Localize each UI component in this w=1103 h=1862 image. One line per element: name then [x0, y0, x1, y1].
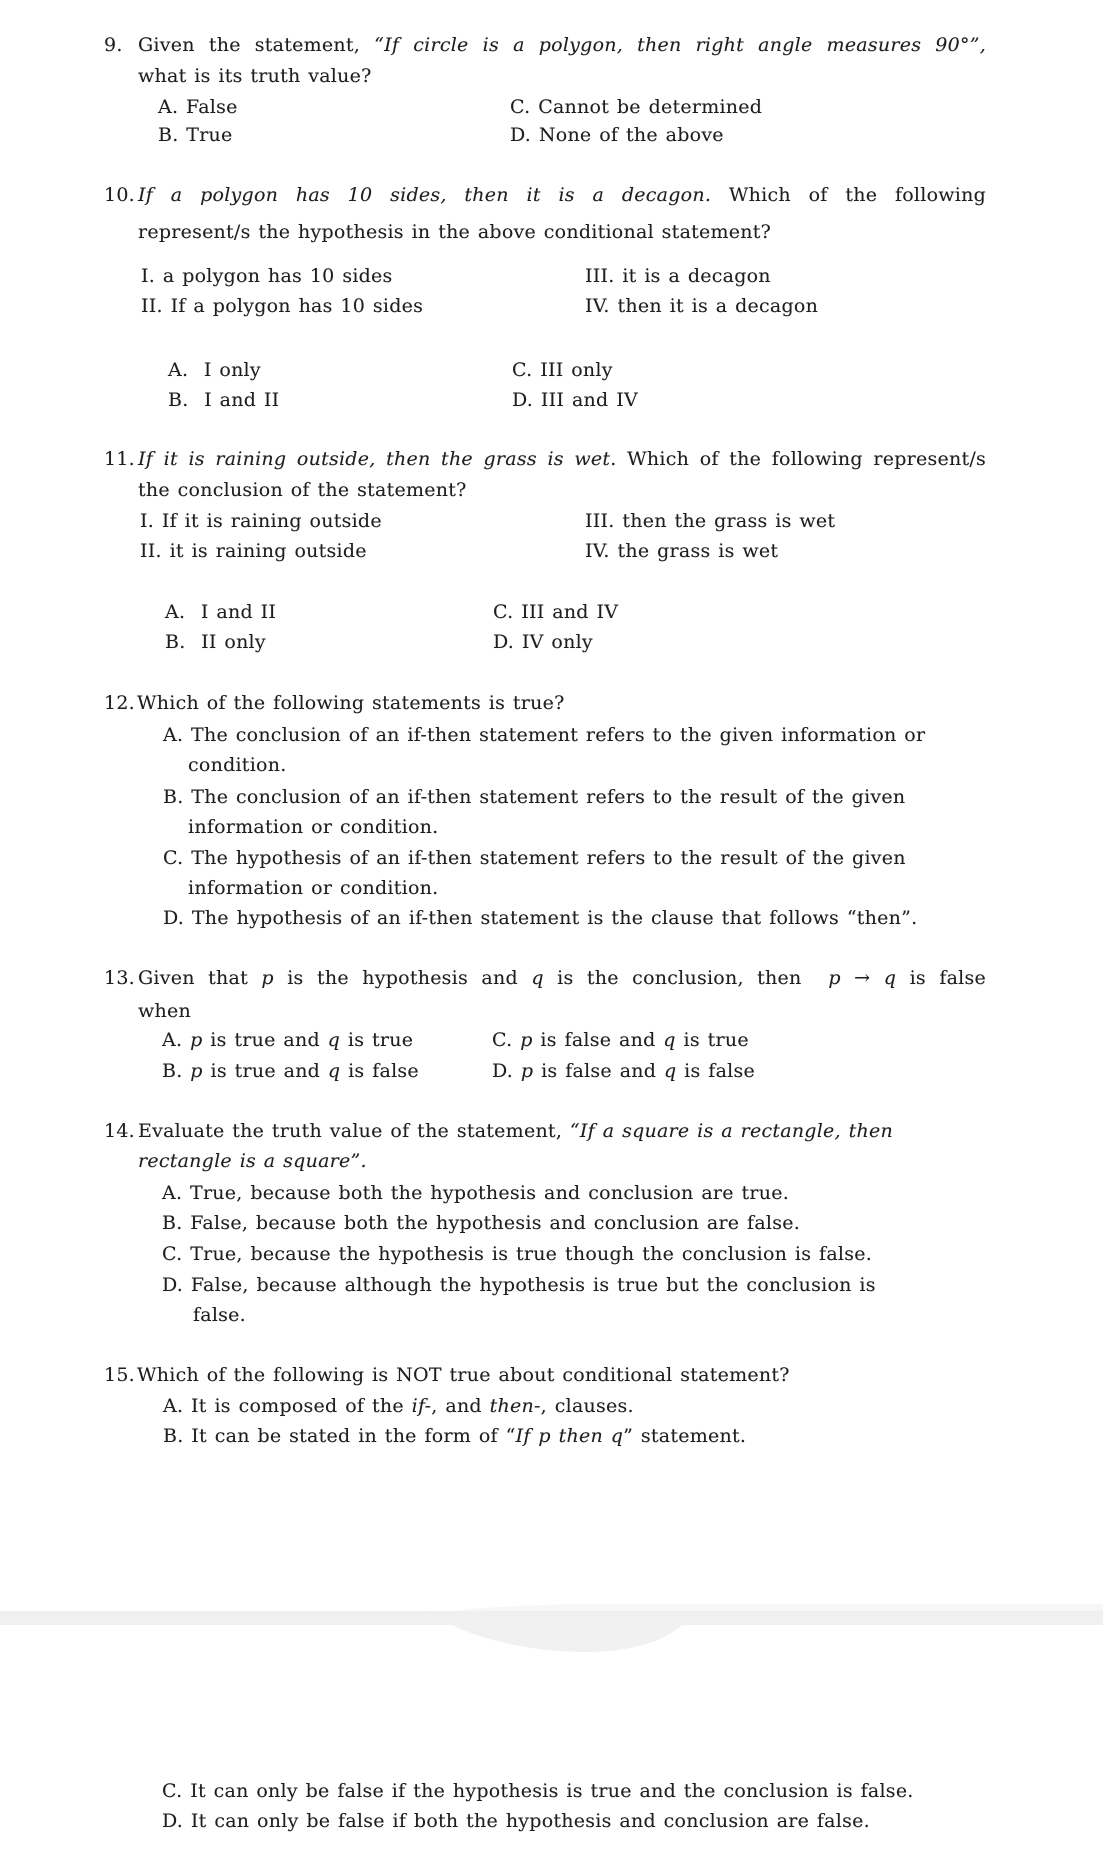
q9-statement: “If circle is a polygon, then right angle measures 90°”, — [374, 34, 986, 56]
q15-a-then: then- — [489, 1395, 541, 1417]
q13-option-b — [162, 1058, 419, 1084]
q9-line1 — [138, 32, 986, 58]
q15-b-text2: ” statement. — [623, 1425, 747, 1447]
q9-option-a: A. False — [158, 96, 238, 118]
q14-line1 — [138, 1118, 893, 1144]
q12-option-d: D. The hypothesis of an if-then statement is the clause that follows “then”. — [163, 907, 918, 929]
q14-option-d-line2: false. — [193, 1304, 246, 1326]
page-break-shadow — [0, 1596, 1103, 1660]
q13-c-letter: C. — [492, 1029, 521, 1051]
q10-line2: represent/s the hypothesis in the above conditional statement? — [138, 221, 772, 243]
q9-option-c: C. Cannot be determined — [510, 96, 763, 118]
q15-b-form: If p then q — [515, 1425, 624, 1447]
q14-number: 14. — [104, 1120, 135, 1142]
q13-option-d — [492, 1058, 755, 1084]
q14-statement-part2: rectangle is a square”. — [138, 1150, 367, 1172]
q12-option-a-line1: A. The conclusion of an if-then statement refers to the given information or — [163, 724, 926, 746]
q13-option-c — [492, 1027, 749, 1053]
q11-question: . Which of the following represent/s — [610, 448, 986, 470]
q11-option-b: B. II only — [165, 631, 266, 653]
q13-c-end: is true — [675, 1029, 749, 1051]
q15-option-d: D. It can only be false if both the hypothesis and conclusion are false. — [162, 1810, 870, 1832]
q14-option-d-line1: D. False, because although the hypothesis is true but the conclusion is — [162, 1274, 876, 1296]
q13-line2: when — [138, 1000, 191, 1022]
q9-intro: Given the statement, — [138, 34, 375, 56]
q13-c-q: q — [663, 1029, 676, 1051]
page-break-band — [0, 1611, 1103, 1625]
q15-number: 15. — [104, 1364, 135, 1386]
q15-option-a — [163, 1393, 634, 1419]
q9-option-b: B. True — [158, 124, 233, 146]
q13-b-end: is false — [340, 1060, 419, 1082]
q14-option-b: B. False, because both the hypothesis and conclusion are false. — [162, 1212, 801, 1234]
q15-b-text1: B. It can be stated in the form of “ — [163, 1425, 516, 1447]
q10-statement: If a polygon has 10 sides, then it is a decagon. — [138, 184, 712, 206]
q13-line1 — [138, 965, 986, 991]
q13-a-mid: is true and — [202, 1029, 328, 1051]
q13-text-3: is the conclusion, then — [543, 967, 829, 989]
q13-d-p: p — [520, 1060, 534, 1082]
q11-roman-3: III. then the grass is wet — [585, 510, 836, 532]
q13-c-mid: is false and — [532, 1029, 664, 1051]
q13-b-q: q — [327, 1060, 341, 1082]
q15-title: Which of the following is NOT true about conditional statement? — [137, 1364, 790, 1386]
q13-text-1: Given that — [138, 967, 262, 989]
q15-option-c: C. It can only be false if the hypothesis is true and the conclusion is false. — [162, 1780, 914, 1802]
q14-option-a: A. True, because both the hypothesis and conclusion are true. — [162, 1182, 789, 1204]
q10-roman-1: I. a polygon has 10 sides — [141, 265, 393, 287]
q12-option-c-line1: C. The hypothesis of an if-then statement refers to the result of the given — [163, 847, 906, 869]
q14-statement-part1: “If a square is a rectangle, then — [569, 1120, 893, 1142]
q10-option-c: C. III only — [512, 359, 613, 381]
q11-line1 — [138, 446, 986, 472]
q13-a-letter: A. — [162, 1029, 191, 1051]
q13-b-p: p — [190, 1060, 203, 1082]
q13-a-p: p — [190, 1029, 203, 1051]
q10-option-a: A. I only — [168, 359, 261, 381]
q11-number: 11. — [104, 448, 135, 470]
q13-a-end: is true — [340, 1029, 414, 1051]
q13-implication: p → q — [828, 967, 897, 989]
q13-d-q: q — [663, 1060, 677, 1082]
q13-p-symbol: p — [261, 967, 274, 989]
q11-option-d: D. IV only — [493, 631, 593, 653]
q12-option-a-line2: condition. — [188, 754, 287, 776]
q11-roman-2: II. it is raining outside — [140, 540, 367, 562]
q12-option-b-line2: information or condition. — [188, 816, 439, 838]
q13-b-letter: B. — [162, 1060, 191, 1082]
q13-a-q: q — [327, 1029, 341, 1051]
q15-a-text1: A. It is composed of the — [163, 1395, 412, 1417]
q13-number: 13. — [104, 967, 135, 989]
q10-option-d: D. III and IV — [512, 389, 638, 411]
q13-q-symbol: q — [531, 967, 544, 989]
q13-option-a — [162, 1027, 413, 1053]
q10-roman-3: III. it is a decagon — [585, 265, 771, 287]
q9-option-d: D. None of the above — [510, 124, 724, 146]
q11-roman-1: I. If it is raining outside — [140, 510, 382, 532]
q12-option-c-line2: information or condition. — [188, 877, 439, 899]
q15-a-text3: , clauses. — [540, 1395, 634, 1417]
q14-intro: Evaluate the truth value of the statement, — [138, 1120, 570, 1142]
q11-line2: the conclusion of the statement? — [138, 479, 467, 501]
q13-text-2: is the hypothesis and — [273, 967, 532, 989]
q14-option-c: C. True, because the hypothesis is true though the conclusion is false. — [162, 1243, 873, 1265]
q10-option-b: B. I and II — [168, 389, 280, 411]
q12-number: 12. — [104, 692, 135, 714]
q10-number: 10. — [104, 184, 135, 206]
q12-title: Which of the following statements is true? — [137, 692, 565, 714]
q13-b-mid: is true and — [202, 1060, 328, 1082]
q15-a-text2: , and — [431, 1395, 490, 1417]
q10-question: Which of the following — [711, 184, 986, 206]
page-break-upper-strip — [443, 1604, 1103, 1612]
q13-c-p: p — [520, 1029, 533, 1051]
q13-d-end: is false — [676, 1060, 755, 1082]
q12-option-b-line1: B. The conclusion of an if-then statement refers to the result of the given — [163, 786, 906, 808]
q10-line1 — [138, 182, 986, 208]
q13-d-mid: is false and — [533, 1060, 664, 1082]
q13-d-letter: D. — [492, 1060, 521, 1082]
q9-number: 9. — [104, 34, 123, 56]
q15-option-b — [163, 1423, 746, 1449]
q11-roman-4: IV. the grass is wet — [585, 540, 779, 562]
q15-a-if: if- — [411, 1395, 432, 1417]
q11-option-c: C. III and IV — [493, 601, 619, 623]
q10-roman-4: IV. then it is a decagon — [585, 295, 819, 317]
q11-statement: If it is raining outside, then the grass is wet — [138, 448, 611, 470]
q9-line2: what is its truth value? — [138, 65, 372, 87]
q10-roman-2: II. If a polygon has 10 sides — [141, 295, 424, 317]
q11-option-a: A. I and II — [165, 601, 277, 623]
q13-text-4: is false — [896, 967, 987, 989]
